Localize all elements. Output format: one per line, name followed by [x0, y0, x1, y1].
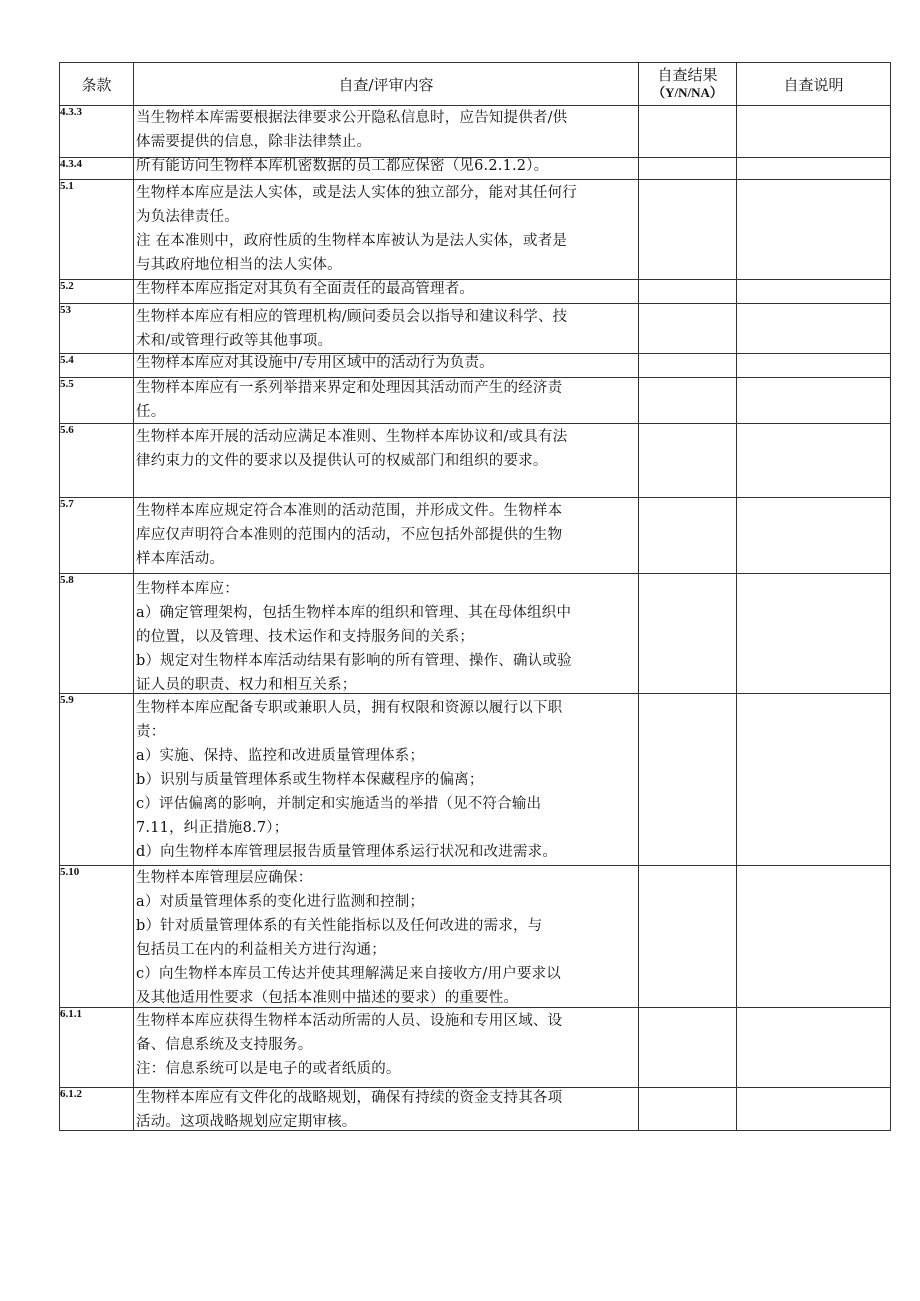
content-line: 与其政府地位相当的法人实体。 — [136, 257, 342, 273]
header-clause: 条款 — [60, 63, 134, 106]
header-content: 自查/评审内容 — [134, 63, 639, 106]
clause-number: 5.8 — [60, 574, 134, 694]
clause-number: 5.5 — [60, 378, 134, 424]
clause-number: 5.1 — [60, 180, 134, 280]
content-line: 样本库活动。 — [136, 551, 225, 567]
content-line: b）识别与质量管理体系或生物样本保藏程序的偏离； — [136, 772, 484, 788]
clause-number: 5.6 — [60, 424, 134, 498]
header-result-line1: 自查结果 — [657, 66, 718, 84]
content-line: 注 在本准则中，政府性质的生物样本库被认为是法人实体，或者是 — [136, 233, 568, 249]
note-cell[interactable] — [737, 424, 891, 498]
clause-content — [134, 1008, 639, 1088]
content-line: 证人员的职责、权力和相互关系； — [136, 677, 357, 693]
note-cell[interactable] — [737, 304, 891, 354]
note-cell[interactable] — [737, 280, 891, 304]
clause-number: 6.1.1 — [60, 1008, 134, 1088]
table-row — [60, 574, 891, 694]
result-cell[interactable] — [639, 424, 737, 498]
header-result-line2: （Y/N/NA） — [652, 85, 723, 100]
table-row — [60, 106, 891, 158]
result-cell[interactable] — [639, 1088, 737, 1131]
content-line: 及其他适用性要求（包括本准则中描述的要求）的重要性。 — [136, 990, 519, 1006]
content-line: 生物样本库开展的活动应满足本准则、生物样本库协议和/或具有法 — [136, 429, 568, 445]
table-row — [60, 424, 891, 498]
content-line: a）实施、保持、监控和改进质量管理体系； — [136, 748, 425, 764]
result-cell[interactable] — [639, 574, 737, 694]
result-cell[interactable] — [639, 180, 737, 280]
table-row — [60, 280, 891, 304]
content-line: 生物样本库应有相应的管理机构/顾问委员会以指导和建议科学、技 — [136, 309, 568, 325]
table-row — [60, 1088, 891, 1131]
note-cell[interactable] — [737, 498, 891, 574]
note-cell[interactable] — [737, 158, 891, 180]
content-line: 生物样本库应规定符合本准则的活动范围，并形成文件。生物样本 — [136, 503, 563, 519]
note-cell[interactable] — [737, 866, 891, 1008]
clause-content — [134, 424, 639, 498]
content-line: 为负法律责任。 — [136, 209, 239, 225]
content-line: 备、信息系统及支持服务。 — [136, 1037, 313, 1053]
content-line: 术和/或管理行政等其他事项。 — [136, 333, 333, 349]
result-cell[interactable] — [639, 280, 737, 304]
result-cell[interactable] — [639, 1008, 737, 1088]
table-row — [60, 694, 891, 866]
table-row — [60, 1008, 891, 1088]
content-line: 所有能访问生物样本库机密数据的员工都应保密（见6.2.1.2）。 — [136, 158, 549, 174]
content-line: 库应仅声明符合本准则的范围内的活动，不应包括外部提供的生物 — [136, 527, 563, 543]
clause-number: 5.9 — [60, 694, 134, 866]
header-note: 自查说明 — [737, 63, 891, 106]
content-line: 生物样本库应有一系列举措来界定和处理因其活动而产生的经济责 — [136, 380, 563, 396]
clause-content — [134, 280, 639, 304]
self-check-table — [59, 62, 891, 1131]
table-header-row — [60, 63, 891, 106]
content-line: c）向生物样本库员工传达并使其理解满足来自接收方/用户要求以 — [136, 966, 562, 982]
note-cell[interactable] — [737, 354, 891, 378]
clause-content — [134, 694, 639, 866]
content-line: d）向生物样本库管理层报告质量管理体系运行状况和改进需求。 — [136, 844, 558, 860]
content-line: a）确定管理架构，包括生物样本库的组织和管理、其在母体组织中 — [136, 605, 572, 621]
note-cell[interactable] — [737, 694, 891, 866]
clause-number: 4.3.3 — [60, 106, 134, 158]
result-cell[interactable] — [639, 354, 737, 378]
note-cell[interactable] — [737, 1088, 891, 1131]
result-cell[interactable] — [639, 498, 737, 574]
content-line: c）评估偏离的影响，并制定和实施适当的举措（见不符合输出 — [136, 796, 542, 812]
clause-number: 5.7 — [60, 498, 134, 574]
result-cell[interactable] — [639, 694, 737, 866]
content-line: 责： — [136, 724, 166, 740]
content-line: a）对质量管理体系的变化进行监测和控制； — [136, 894, 425, 910]
content-line: 体需要提供的信息，除非法律禁止。 — [136, 134, 372, 150]
clause-content — [134, 354, 639, 378]
result-cell[interactable] — [639, 378, 737, 424]
content-line: 任。 — [136, 404, 166, 420]
clause-content — [134, 304, 639, 354]
clause-content — [134, 106, 639, 158]
content-line: 律约束力的文件的要求以及提供认可的权威部门和组织的要求。 — [136, 453, 548, 469]
clause-number: 53 — [60, 304, 134, 354]
clause-content — [134, 866, 639, 1008]
table-row — [60, 180, 891, 280]
clause-number: 5.4 — [60, 354, 134, 378]
content-line: 7.11，纠正措施8.7）； — [136, 820, 289, 836]
note-cell[interactable] — [737, 574, 891, 694]
note-cell[interactable] — [737, 1008, 891, 1088]
result-cell[interactable] — [639, 304, 737, 354]
clause-number: 6.1.2 — [60, 1088, 134, 1131]
clause-content — [134, 1088, 639, 1131]
header-result — [639, 63, 737, 106]
clause-number: 5.10 — [60, 866, 134, 1008]
content-line: b）规定对生物样本库活动结果有影响的所有管理、操作、确认或验 — [136, 653, 572, 669]
content-line: 生物样本库应有文件化的战略规划，确保有持续的资金支持其各项 — [136, 1090, 563, 1106]
clause-number: 5.2 — [60, 280, 134, 304]
table-row — [60, 378, 891, 424]
content-line: 注：信息系统可以是电子的或者纸质的。 — [136, 1061, 401, 1077]
note-cell[interactable] — [737, 378, 891, 424]
content-line: 生物样本库应获得生物样本活动所需的人员、设施和专用区域、设 — [136, 1013, 563, 1029]
clause-content — [134, 574, 639, 694]
content-line: 包括员工在内的利益相关方进行沟通； — [136, 942, 386, 958]
result-cell[interactable] — [639, 866, 737, 1008]
clause-content — [134, 498, 639, 574]
content-line: b）针对质量管理体系的有关性能指标以及任何改进的需求，与 — [136, 918, 543, 934]
note-cell[interactable] — [737, 180, 891, 280]
content-line: 生物样本库应配备专职或兼职人员，拥有权限和资源以履行以下职 — [136, 700, 563, 716]
table-row — [60, 158, 891, 180]
clause-content — [134, 180, 639, 280]
note-cell[interactable] — [737, 106, 891, 158]
content-line: 生物样本库应是法人实体，或是法人实体的独立部分，能对其任何行 — [136, 185, 577, 201]
table-row — [60, 304, 891, 354]
table-row — [60, 498, 891, 574]
table-row — [60, 354, 891, 378]
result-cell[interactable] — [639, 158, 737, 180]
content-line: 当生物样本库需要根据法律要求公开隐私信息时，应告知提供者/供 — [136, 110, 568, 126]
content-line: 的位置，以及管理、技术运作和支持服务间的关系； — [136, 629, 475, 645]
content-line: 生物样本库应： — [136, 581, 239, 597]
content-line: 活动。这项战略规划应定期审核。 — [136, 1114, 357, 1130]
table-row — [60, 866, 891, 1008]
clause-content — [134, 378, 639, 424]
content-line: 生物样本库应对其设施中/专用区域中的活动行为负责。 — [136, 355, 494, 371]
clause-number: 4.3.4 — [60, 158, 134, 180]
content-line: 生物样本库管理层应确保： — [136, 870, 313, 886]
clause-content — [134, 158, 639, 180]
content-line: 生物样本库应指定对其负有全面责任的最高管理者。 — [136, 281, 475, 297]
result-cell[interactable] — [639, 106, 737, 158]
